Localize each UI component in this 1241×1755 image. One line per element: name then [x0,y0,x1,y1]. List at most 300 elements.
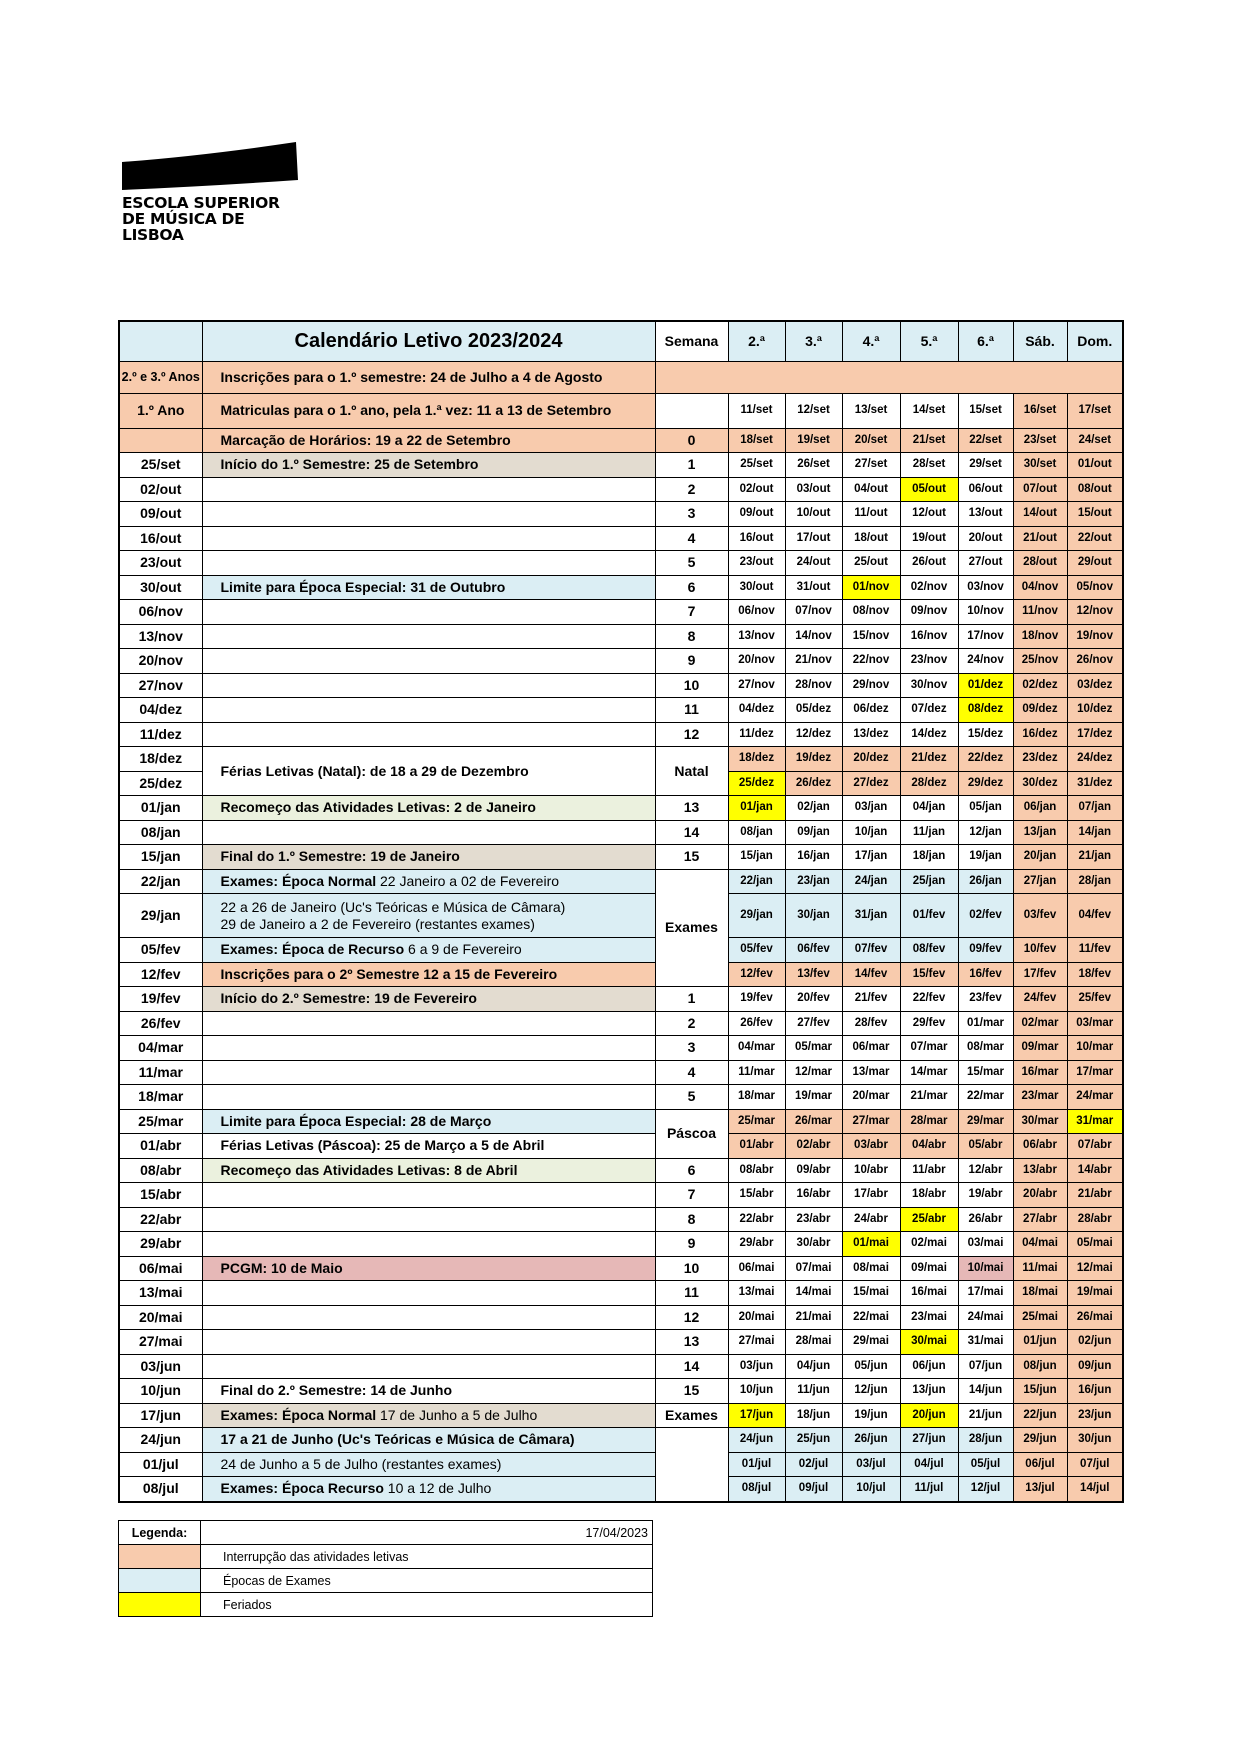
matriculas-event: Matriculas para o 1.º ano, pela 1.ª vez: 11 a 13 de Setembro [202,393,655,428]
day-cell: 29/jan [728,894,785,938]
week-label: 20/mai [119,1305,202,1330]
legend-table [118,1520,653,1617]
day-cell: 26/mar [785,1109,842,1134]
day-cell: 08/out [1067,477,1123,502]
day-cell: 15/jan [728,845,785,870]
day-cell: 21/abr [1067,1183,1123,1208]
day-cell: 04/jun [785,1354,842,1379]
week-label: 15/abr [119,1183,202,1208]
day-cell: 07/fev [842,938,900,963]
day-cell: 13/jul [1013,1477,1067,1502]
week-label: 29/abr [119,1232,202,1257]
event-title: Exames: Época Normal [220,1406,377,1423]
header-corner [119,321,202,361]
day-cell: 06/jun [900,1354,958,1379]
day-cell: 21/jun [958,1403,1013,1428]
calendar-row [119,987,1123,1012]
day-cell: 09/jan [785,820,842,845]
day-cell: 07/jul [1067,1452,1123,1477]
semana-cell [655,1428,728,1502]
day-cell: 17/fev [1013,962,1067,987]
day-cell: 02/nov [900,575,958,600]
day-cell: 25/set [728,453,785,478]
day-cell: 23/dez [1013,747,1067,772]
day-cell: 01/jul [728,1452,785,1477]
calendar-row [119,1183,1123,1208]
week-label: 22/jan [119,869,202,894]
semana-cell: 12 [655,722,728,747]
day-cell: 06/jan [1013,796,1067,821]
event-cell: Inscrições para o 2º Semestre 12 a 15 de Fevereiro [202,962,655,987]
week-label: 25/mar [119,1109,202,1134]
day-cell: 05/mar [785,1036,842,1061]
day-cell: 19/out [900,526,958,551]
week-label: 08/jan [119,820,202,845]
week-label: 27/mai [119,1330,202,1355]
day-cell: 31/dez [1067,771,1123,796]
calendar-row [119,477,1123,502]
day-cell: 09/dez [1013,698,1067,723]
day-cell: 18/nov [1013,624,1067,649]
week-label: 04/mar [119,1036,202,1061]
day-cell: 17/nov [958,624,1013,649]
day-cell: 27/nov [728,673,785,698]
day-cell: 08/jul [728,1477,785,1502]
day-cell: 24/set [1067,428,1123,453]
semana-cell: 13 [655,1330,728,1355]
event-cell [202,1403,655,1428]
legend-swatch-interrupcao [119,1545,201,1569]
event-cell: Limite para Época Especial: 28 de Março [202,1109,655,1134]
event-cell [202,1330,655,1355]
event-cell [202,869,655,894]
event-cell: Férias Letivas (Natal): de 18 a 29 de Dezembro [202,747,655,796]
day-cell: 19/nov [1067,624,1123,649]
day-cell: 20/jan [1013,845,1067,870]
week-label: 17/jun [119,1403,202,1428]
day-cell: 13/abr [1013,1158,1067,1183]
day-cell: 12/dez [785,722,842,747]
day-cell: 15/mar [958,1060,1013,1085]
day-cell: 15/mai [842,1281,900,1306]
day-cell: 29/mai [842,1330,900,1355]
day-cell: 01/dez [958,673,1013,698]
day-cell: 24/out [785,551,842,576]
day-cell: 10/jan [842,820,900,845]
day-cell: 12/out [900,502,958,527]
day-cell: 28/jun [958,1428,1013,1453]
day-cell: 14/fev [842,962,900,987]
semana-cell: 6 [655,575,728,600]
day-cell: 31/out [785,575,842,600]
day-cell: 13/fev [785,962,842,987]
inscricoes-event: Inscrições para o 1.º semestre: 24 de Julho a 4 de Agosto [202,361,655,393]
matriculas-row [119,393,1123,428]
day-cell: 25/jun [785,1428,842,1453]
calendar-row [119,1158,1123,1183]
day-cell: 04/nov [1013,575,1067,600]
day-cell: 23/jun [1067,1403,1123,1428]
day-cell: 30/jun [1067,1428,1123,1453]
event-cell [202,1085,655,1110]
semana-cell: 11 [655,1281,728,1306]
day-cell: 05/out [900,477,958,502]
calendar-row [119,1330,1123,1355]
day-cell: 20/mar [842,1085,900,1110]
event-cell: Limite para Época Especial: 31 de Outubro [202,575,655,600]
day-cell: 20/mai [728,1305,785,1330]
day-cell: 08/mai [842,1256,900,1281]
event-line-1: 22 a 26 de Janeiro (Uc's Teóricas e Música de Câmara) [220,898,566,915]
week-label: 08/jul [119,1477,202,1502]
day-cell: 13/jan [1013,820,1067,845]
day-cell: 20/out [958,526,1013,551]
day-cell: 31/mar [1067,1109,1123,1134]
week-label: 30/out [119,575,202,600]
day-cell: 18/mar [728,1085,785,1110]
header-day-tue: 3.ª [785,321,842,361]
day-cell: 21/mar [900,1085,958,1110]
event-cell: Férias Letivas (Páscoa): 25 de Março a 5 de Abril [202,1134,655,1159]
event-cell [202,624,655,649]
semana-cell: 1 [655,987,728,1012]
day-cell: 20/dez [842,747,900,772]
day-cell: 07/mar [900,1036,958,1061]
day-cell: 29/mar [958,1109,1013,1134]
event-cell [202,1036,655,1061]
calendar-row [119,1109,1123,1134]
day-cell: 30/set [1013,453,1067,478]
day-cell: 03/dez [1067,673,1123,698]
day-cell: 03/jul [842,1452,900,1477]
day-cell: 04/abr [900,1134,958,1159]
day-cell: 17/jun [728,1403,785,1428]
day-cell: 26/jun [842,1428,900,1453]
day-cell: 22/out [1067,526,1123,551]
day-cell: 05/jan [958,796,1013,821]
day-cell: 15/fev [900,962,958,987]
event-cell [202,673,655,698]
calendar-row [119,1232,1123,1257]
event-cell: PCGM: 10 de Maio [202,1256,655,1281]
day-cell: 03/jan [842,796,900,821]
day-cell: 27/out [958,551,1013,576]
day-cell: 19/jun [842,1403,900,1428]
day-cell: 29/abr [728,1232,785,1257]
day-cell: 28/dez [900,771,958,796]
day-cell: 02/abr [785,1134,842,1159]
event-cell [202,1477,655,1502]
day-cell: 27/jun [900,1428,958,1453]
day-cell: 10/mai [958,1256,1013,1281]
marcacao-week [119,428,202,453]
day-cell: 06/nov [728,600,785,625]
calendar-row [119,1011,1123,1036]
day-cell: 18/mai [1013,1281,1067,1306]
day-cell: 18/set [728,428,785,453]
day-cell: 04/out [842,477,900,502]
logo-line-1: ESCOLA SUPERIOR [122,194,280,212]
day-cell: 15/nov [842,624,900,649]
day-cell: 23/jan [785,869,842,894]
week-label: 18/mar [119,1085,202,1110]
day-cell: 10/mar [1067,1036,1123,1061]
day-cell: 14/jun [958,1379,1013,1404]
event-cell [202,1183,655,1208]
week-label: 06/nov [119,600,202,625]
day-cell: 30/mar [1013,1109,1067,1134]
event-cell [202,1281,655,1306]
day-cell: 25/mai [1013,1305,1067,1330]
day-cell: 12/fev [728,962,785,987]
day-cell: 01/nov [842,575,900,600]
day-cell: 04/dez [728,698,785,723]
day-cell: 23/abr [785,1207,842,1232]
calendar-row [119,624,1123,649]
day-cell: 21/jan [1067,845,1123,870]
matriculas-semana [655,393,728,428]
calendar-row [119,502,1123,527]
calendar-row [119,894,1123,938]
day-cell: 16/nov [900,624,958,649]
marcacao-row [119,428,1123,453]
day-cell: 22/abr [728,1207,785,1232]
event-cell [202,820,655,845]
day-cell: 03/mar [1067,1011,1123,1036]
day-cell: 30/abr [785,1232,842,1257]
day-cell: 11/mar [728,1060,785,1085]
day-cell: 18/dez [728,747,785,772]
day-cell: 19/set [785,428,842,453]
day-cell: 09/fev [958,938,1013,963]
day-cell: 11/fev [1067,938,1123,963]
day-cell: 31/jan [842,894,900,938]
calendar-row [119,747,1123,772]
day-cell: 27/dez [842,771,900,796]
day-cell: 21/dez [900,747,958,772]
day-cell: 24/dez [1067,747,1123,772]
day-cell: 12/abr [958,1158,1013,1183]
day-cell: 18/jun [785,1403,842,1428]
day-cell: 13/mar [842,1060,900,1085]
day-cell: 02/dez [1013,673,1067,698]
calendar-row [119,1060,1123,1085]
header-day-mon: 2.ª [728,321,785,361]
event-cell [202,722,655,747]
day-cell: 24/nov [958,649,1013,674]
day-cell: 20/abr [1013,1183,1067,1208]
day-cell: 07/nov [785,600,842,625]
day-cell: 15/jun [1013,1379,1067,1404]
header-day-thu: 5.ª [900,321,958,361]
day-cell: 06/out [958,477,1013,502]
day-cell: 05/mai [1067,1232,1123,1257]
calendar-row [119,1036,1123,1061]
calendar-table [118,320,1124,1503]
header-day-wed: 4.ª [842,321,900,361]
day-cell: 25/mar [728,1109,785,1134]
day-cell: 24/fev [1013,987,1067,1012]
day-cell: 29/set [958,453,1013,478]
day-cell: 08/jun [1013,1354,1067,1379]
semana-cell: 12 [655,1305,728,1330]
day-cell: 26/jan [958,869,1013,894]
day-cell: 14/mai [785,1281,842,1306]
calendar-row [119,600,1123,625]
day-cell: 10/nov [958,600,1013,625]
day-cell: 11/dez [728,722,785,747]
event-cell [202,1011,655,1036]
week-label: 29/jan [119,894,202,938]
legend-title: Legenda: [119,1521,201,1545]
day-cell: 24/jan [842,869,900,894]
day-cell: 19/jan [958,845,1013,870]
day-cell: 17/out [785,526,842,551]
header-day-sat: Sáb. [1013,321,1067,361]
calendar-row [119,1305,1123,1330]
day-cell: 02/mar [1013,1011,1067,1036]
legend-swatch-feriados [119,1593,201,1617]
day-cell: 28/out [1013,551,1067,576]
calendar-row [119,575,1123,600]
day-cell: 28/fev [842,1011,900,1036]
day-cell: 12/nov [1067,600,1123,625]
day-cell: 19/mai [1067,1281,1123,1306]
semana-cell: 15 [655,1379,728,1404]
day-cell: 10/abr [842,1158,900,1183]
day-cell: 10/out [785,502,842,527]
legend-date: 17/04/2023 [201,1521,653,1545]
day-cell: 15/abr [728,1183,785,1208]
day-cell: 22/jun [1013,1403,1067,1428]
calendar-row [119,1281,1123,1306]
day-cell: 15/dez [958,722,1013,747]
day-cell: 23/mai [900,1305,958,1330]
calendar-row [119,1085,1123,1110]
day-cell: 07/mai [785,1256,842,1281]
week-label: 01/jul [119,1452,202,1477]
week-label: 13/mai [119,1281,202,1306]
school-logo [122,140,302,243]
day-cell: 15/set [958,393,1013,428]
day-cell: 20/set [842,428,900,453]
day-cell: 08/nov [842,600,900,625]
week-label: 10/jun [119,1379,202,1404]
day-cell: 22/nov [842,649,900,674]
event-cell [202,477,655,502]
day-cell: 17/mar [1067,1060,1123,1085]
day-cell: 18/out [842,526,900,551]
day-cell: 23/fev [958,987,1013,1012]
event-cell [202,894,655,938]
semana-cell: 3 [655,502,728,527]
event-cell [202,649,655,674]
day-cell: 01/out [1067,453,1123,478]
day-cell: 06/mar [842,1036,900,1061]
day-cell: 06/dez [842,698,900,723]
day-cell: 22/mai [842,1305,900,1330]
semana-cell: 13 [655,796,728,821]
day-cell: 16/set [1013,393,1067,428]
week-label: 04/dez [119,698,202,723]
day-cell: 27/abr [1013,1207,1067,1232]
event-cell: 17 a 21 de Junho (Uc's Teóricas e Música de Câmara) [202,1428,655,1453]
day-cell: 19/dez [785,747,842,772]
day-cell: 06/mai [728,1256,785,1281]
day-cell: 09/mar [1013,1036,1067,1061]
calendar-row [119,1207,1123,1232]
day-cell: 21/nov [785,649,842,674]
calendar-row [119,526,1123,551]
week-label: 09/out [119,502,202,527]
day-cell: 09/mai [900,1256,958,1281]
semana-cell: 2 [655,477,728,502]
day-cell: 10/dez [1067,698,1123,723]
day-cell: 30/nov [900,673,958,698]
day-cell: 27/mai [728,1330,785,1355]
day-cell: 10/jul [842,1477,900,1502]
day-cell: 27/set [842,453,900,478]
week-label: 12/fev [119,962,202,987]
marcacao-event: Marcação de Horários: 19 a 22 de Setembro [202,428,655,453]
calendar-row [119,649,1123,674]
day-cell: 16/jan [785,845,842,870]
event-dates: 17 de Junho a 5 de Julho [376,1406,538,1423]
semana-cell: 8 [655,1207,728,1232]
semana-cell: 11 [655,698,728,723]
day-cell: 09/out [728,502,785,527]
week-label: 15/jan [119,845,202,870]
day-cell: 27/jan [1013,869,1067,894]
event-cell [202,600,655,625]
day-cell: 02/mai [900,1232,958,1257]
semana-cell: 7 [655,1183,728,1208]
semana-cell: Exames [655,1403,728,1428]
semana-cell: 10 [655,1256,728,1281]
week-label: 03/jun [119,1354,202,1379]
event-dates: 6 a 9 de Fevereiro [404,941,522,958]
day-cell: 11/jul [900,1477,958,1502]
day-cell: 20/nov [728,649,785,674]
semana-cell: 14 [655,820,728,845]
day-cell: 18/jan [900,845,958,870]
day-cell: 21/mai [785,1305,842,1330]
calendar-row [119,962,1123,987]
day-cell: 20/fev [785,987,842,1012]
calendar-row [119,820,1123,845]
day-cell: 02/jul [785,1452,842,1477]
day-cell: 04/fev [1067,894,1123,938]
event-cell [202,938,655,963]
day-cell: 11/mai [1013,1256,1067,1281]
day-cell: 04/mar [728,1036,785,1061]
day-cell: 09/jul [785,1477,842,1502]
day-cell: 25/fev [1067,987,1123,1012]
week-label: 25/set [119,453,202,478]
day-cell: 29/jun [1013,1428,1067,1453]
day-cell: 17/abr [842,1183,900,1208]
calendar-row [119,1134,1123,1159]
header-semana: Semana [655,321,728,361]
event-cell [202,1305,655,1330]
day-cell: 09/nov [900,600,958,625]
semana-cell: 8 [655,624,728,649]
event-dates: 10 a 12 de Julho [383,1480,492,1497]
legend-swatch-exames [119,1569,201,1593]
day-cell: 12/mar [785,1060,842,1085]
day-cell: 20/jun [900,1403,958,1428]
day-cell: 25/abr [900,1207,958,1232]
